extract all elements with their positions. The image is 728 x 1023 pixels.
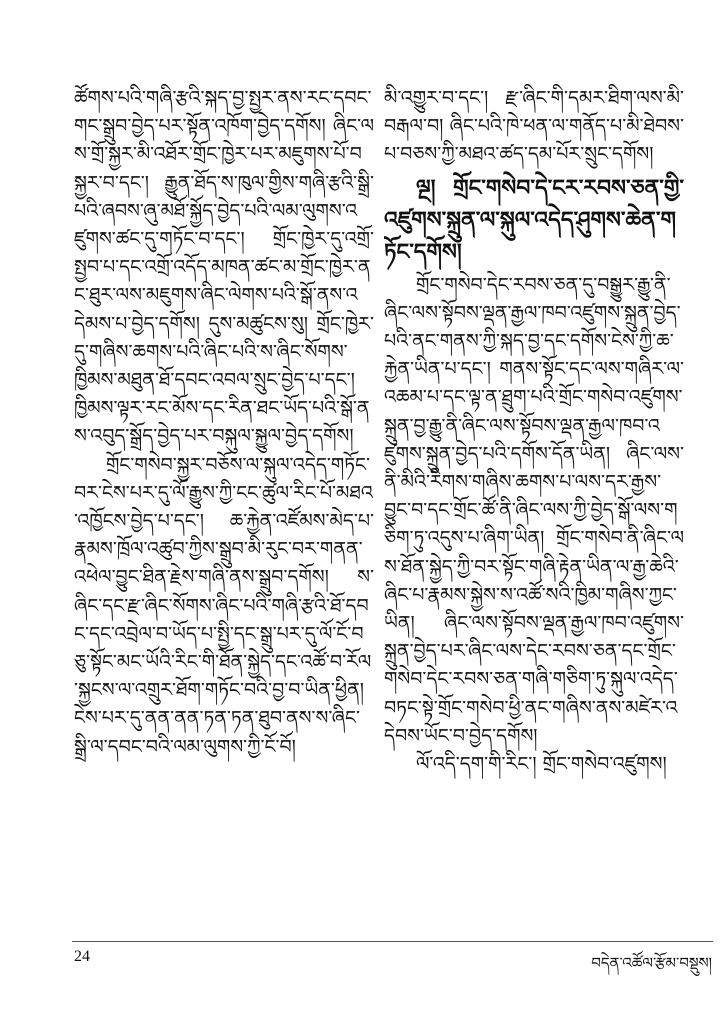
footer-rule — [72, 941, 713, 942]
running-footer-title: བདེན་འཚོལ་རྩོམ་བསྡུས། — [591, 954, 712, 972]
page-number: 24 — [74, 948, 90, 965]
body-paragraph: ཚོགས་པའི་གཞི་རྩའི་སྐད་བྱ་སྤྱར་ནས་རང་དབང་གང་སྒྲུབ་བྱེད་པར་སྟོན་འཁོག་བྱེད་དགོས། ཞིང་ལས་གྲོ་སྐྱར་མི་འཐོར་གྲོང་ཁྱེར་པར་མཇུགས་པོ་བསྐྱར་བ་དང་། རྒྱུན་ཐོད་ས་ཁུལ་གྱིས་གཞི་རྩའི་སྒྲི་པའི་ཞབས་ཞུ་མཐོ་སྐྱོད་བྱེད་པའི་ལམ་ལུགས་འཛུགས་ཚང་དུ་གཏོང་བ་དང་། གྲོང་ཁྱེར་དུ་འགྲོ་སྤྱབ་པ་དང་འགྲོ་འདོད་མཁན་ཚང་མ་གྲོང་ཁྱེར་ནང་ཐུར་ལས་མཇུགས་ཞིང་ལེགས་པའི་སྒོ་ནས་འདེམས་པ་བྱེད་དགོས། དུས་མཚུངས་སུ། གྲོང་ཁྱེར་དུ་གཞིས་ཆགས་པའི་ཞིང་པའི་ས་ཞིང་སོགས་ཁྱིམས་མཐུན་ཐོ་དབང་འབལ་སྲུང་བྱེད་པ་དང་། ཁྱིམས་ལྟར་རང་མོས་དང་རིན་ཐང་ཡོད་པའི་སྒོ་ནས་འབུད་སྒྲོད་བྱེད་པར་བསྐུལ་སྐྱུལ་བྱེད་དགོས། — [74, 87, 374, 448]
body-paragraph: གྲོང་གསེབ་དེང་རབས་ཅན་དུ་བསྒྱུར་རྒྱུ་ནི་ཞིང་ལས་སྟོབས་ལྡན་རྒྱལ་ཁབ་འཛུགས་སྐྲུན་བྱེད་པའི་ནང་གནས་ཀྱི་སྐད་བྱ་དང་དགོས་ངེས་ཀྱི་ཆ་རྐྱེན་ཡིན་པ་དང་། གནས་སྟོང་དང་ལས་གཞིར་ལ་འཆམ་པ་དང་ལྟ་ན་ཐྲུག་པའི་གྲོང་གསེབ་འཛུགས་སྐྲུན་བྱ་རྒྱུ་ནི་ཞིང་ལས་སྟོབས་ལྡན་རྒྱལ་ཁབ་འཛུགས་སྐྲུན་བྱེད་པའི་དགོས་དོན་ཡིན། ཞིང་ལས་ནི་མིའི་རིགས་གཞིས་ཆགས་པ་ལས་དར་རྒྱས་བྱུང་བ་དང་གྲོང་ཚོ་ནི་ཞིང་ལས་ཀྱི་བྱེད་སྒོ་ལས་གཅིག་ཏུ་འདུས་པ་ཞིག་ཡིན། གྲོང་གསེབ་ནི་ཞིང་ལས་ཐོན་སྐྱེད་ཀྱི་བར་སྟོང་གཞི་རྟེན་ཡིན་ལ་རྒྱ་ཆེའི་ཞིང་པ་རྣམས་སྐྱེས་ས་འཚོ་སའི་ཁྱིམ་གཞིས་ཀྱང་ཡིན། ཞིང་ལས་སྟོབས་ལྡན་རྒྱལ་ཁབ་འཛུགས་སྐྲུན་བྱེད་པར་ཞིང་ལས་དེང་རབས་ཅན་དང་གྲོང་གསེབ་དེང་རབས་ཅན་གཞི་གཅིག་ཏུ་སྐུལ་འདེད་བཏང་སྟེ་གྲོང་གསེབ་ཕྱི་ནང་གཞིས་ནས་མཛེར་འདེབས་ཡོང་བ་བྱེད་དགོས། — [384, 273, 684, 747]
section-heading: ལྔ། གྲོང་གསེབ་དེ་ངར་རབས་ཅན་གྱི་འཛུགས་སྐྲུན་ལ་སྐུལ་འདེད་ཤུགས་ཆེན་གཏོང་དགོས། — [384, 175, 684, 265]
left-text-column — [74, 84, 374, 944]
body-paragraph: གྲོང་གསེབ་སྐྱར་བཅོས་ལ་སྐུལ་འདེད་གཏོང་བར་ངེས་པར་དུ་ལོ་རྒྱུས་ཀྱི་ངང་ཚུལ་རིང་པོ་མཐའ་འཁྱོངས་བྱེད་པ་དང་། ཆ་རྐྱེན་འཛོམས་མེད་པ་རྣམས་ཁྲོལ་འཚུབ་ཀྱིས་སྒྲུབ་མི་རུང་བར་གནན་འཕེལ་བྱུང་ཐིན་རྗེས་གཞི་ནས་སྒྲུབ་དགོས། ས་ཞིང་དང་རྫ་ཞིང་སོགས་ཞིང་པའི་གཞི་རྩའི་ཐོ་དབང་དང་འབྲེལ་བ་ཡོད་པ་སྤྱི་དང་སྒྲུ་པར་དུ་ལོ་ངོ་བཅུ་སྟོང་མང་ཡོའི་རིང་གི་ཐོན་སྐྱེད་དང་འཚོ་བ་རོལ་སྐྱངས་ལ་འགྲུར་ཐོག་གཏོང་བའི་བྱ་བ་ཡིན་ཕྱིན། ངེས་པར་དུ་ནན་ནན་ཏན་ཏན་ཐུབ་ནས་ས་ཞིང་སྒྲི་ལ་དབང་བའི་ལམ་ལུགས་ཀྱི་ངོ་བོ། — [74, 453, 374, 758]
body-paragraph: མི་འགྱུར་བ་དང་། རྫ་ཞིང་གི་དམར་ཐིག་ལས་མི་བརྒལ་བ། ཞིང་པའི་ཁེ་ཕན་ལ་གནོད་པ་མི་ཐེབས་པ་བཅས་ཀྱི་མཐའ་ཚད་དམ་པོར་སྲུང་དགོས། — [384, 87, 684, 166]
right-text-column — [384, 84, 684, 944]
body-paragraph: ལོ་འདི་དག་གི་རིང་། གྲོང་གསེབ་འཛུགས། — [416, 753, 667, 776]
